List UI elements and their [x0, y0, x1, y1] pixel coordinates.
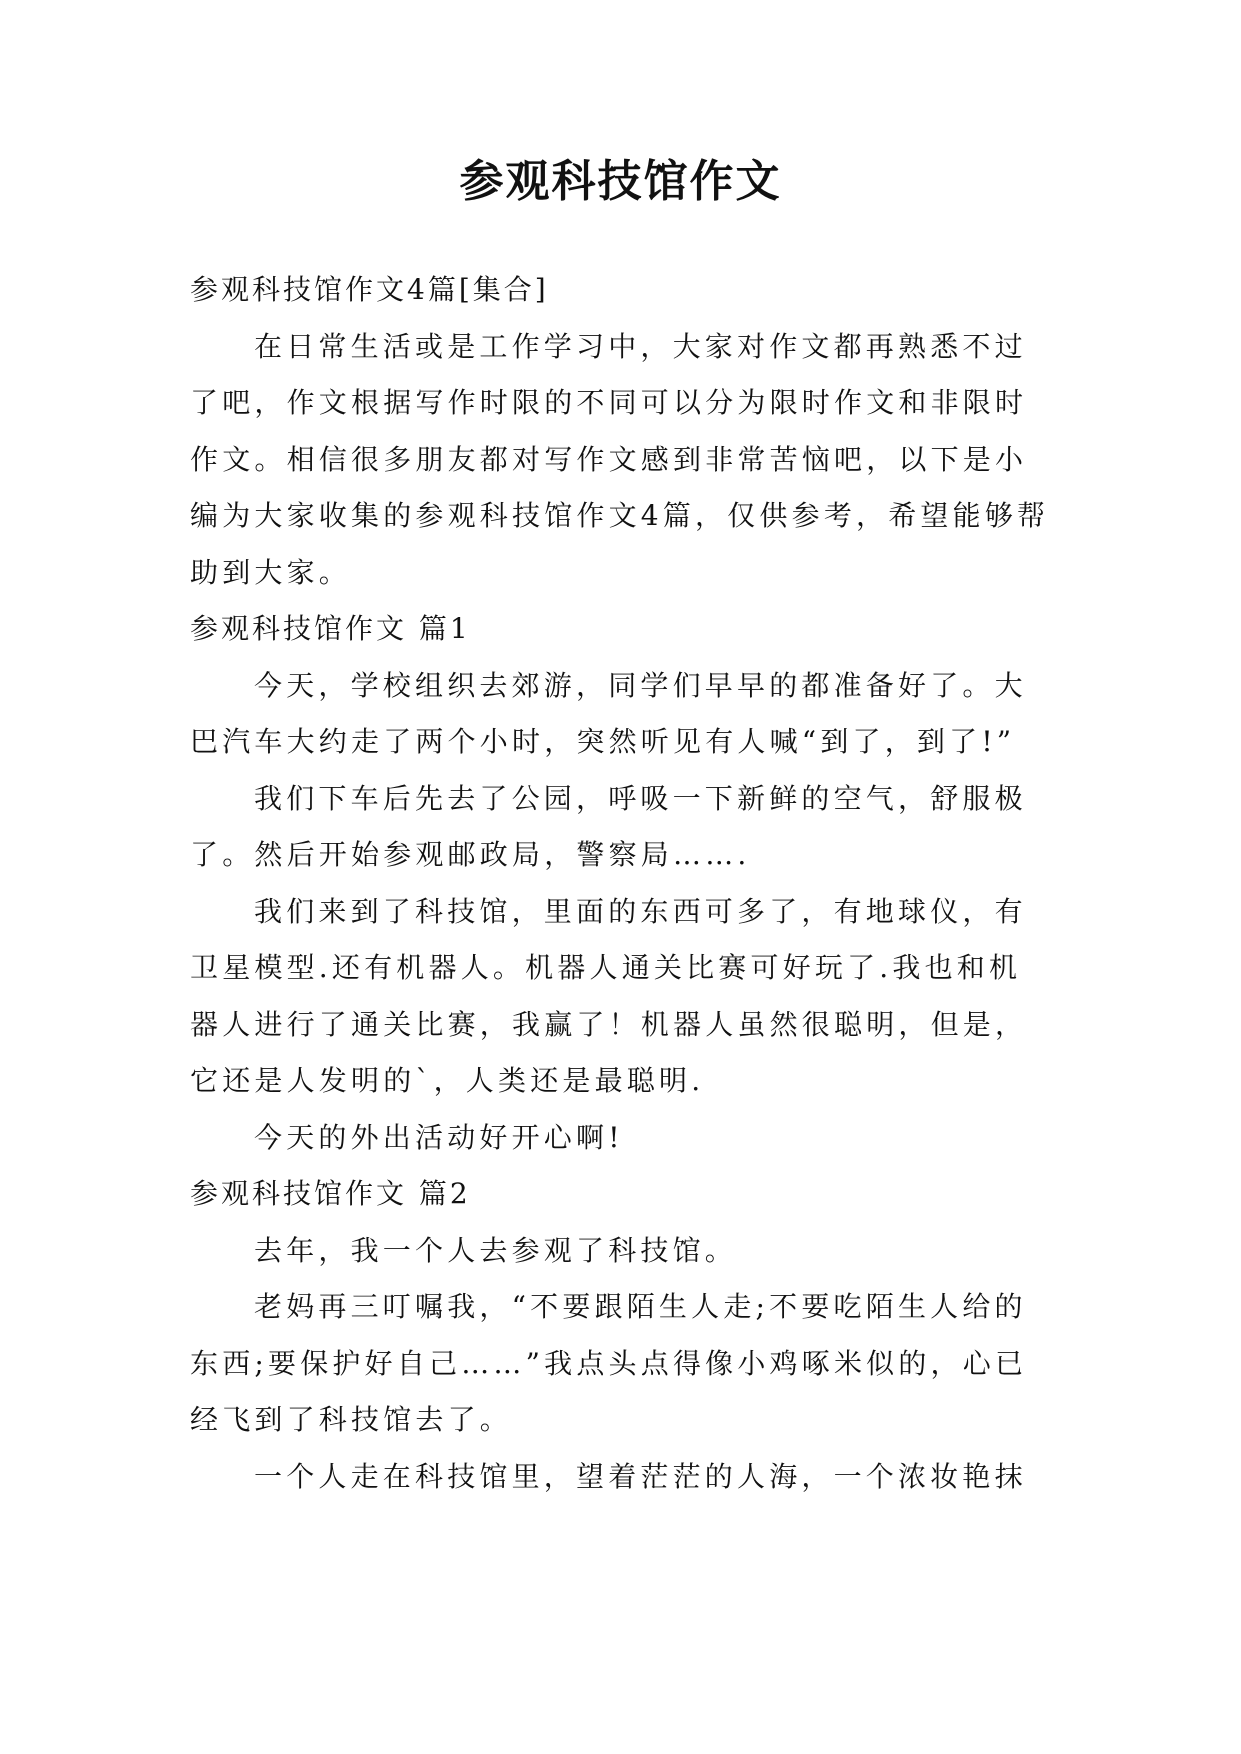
document-subtitle: 参观科技馆作文4篇[集合] — [190, 273, 549, 306]
paragraph: 我们下车后先去了公园，呼吸一下新鲜的空气，舒服极了。然后开始参观邮政局，警察局……. — [190, 781, 1027, 871]
paragraph: 我们来到了科技馆，里面的东西可多了，有地球仪，有卫星模型.还有机器人。机器人通关比赛可好玩了.我也和机器人进行了通关比赛，我赢了！机器人虽然很聪明，但是，它还是人发明的`，人类还是最聪明. — [190, 894, 1028, 1097]
paragraph: 今天，学校组织去郊游，同学们早早的都准备好了。大巴汽车大约走了两个小时，突然听见有人喊“到了，到了!” — [190, 668, 1027, 758]
intro-paragraph: 在日常生活或是工作学习中，大家对作文都再熟悉不过了吧，作文根据写作时限的不同可以分为限时作文和非限时作文。相信很多朋友都对写作文感到非常苦恼吧，以下是小编为大家收集的参观科技馆作文4篇，仅供参考，希望能够帮助到大家。 — [190, 329, 1050, 589]
section-heading-2: 参观科技馆作文 篇2 — [190, 1177, 471, 1210]
paragraph: 一个人走在科技馆里，望着茫茫的人海，一个浓妆艳抹 — [254, 1459, 1027, 1493]
paragraph: 去年，我一个人去参观了科技馆。 — [254, 1233, 738, 1267]
section-heading-1: 参观科技馆作文 篇1 — [190, 612, 471, 645]
document-body — [190, 262, 1050, 1505]
paragraph: 老妈再三叮嘱我，“不要跟陌生人走;不要吃陌生人给的东西;要保护好自己……”我点头点得像小鸡啄米似的，心已经飞到了科技馆去了。 — [190, 1290, 1028, 1436]
document-title: 参观科技馆作文 — [459, 156, 782, 207]
paragraph: 今天的外出活动好开心啊! — [254, 1120, 624, 1154]
